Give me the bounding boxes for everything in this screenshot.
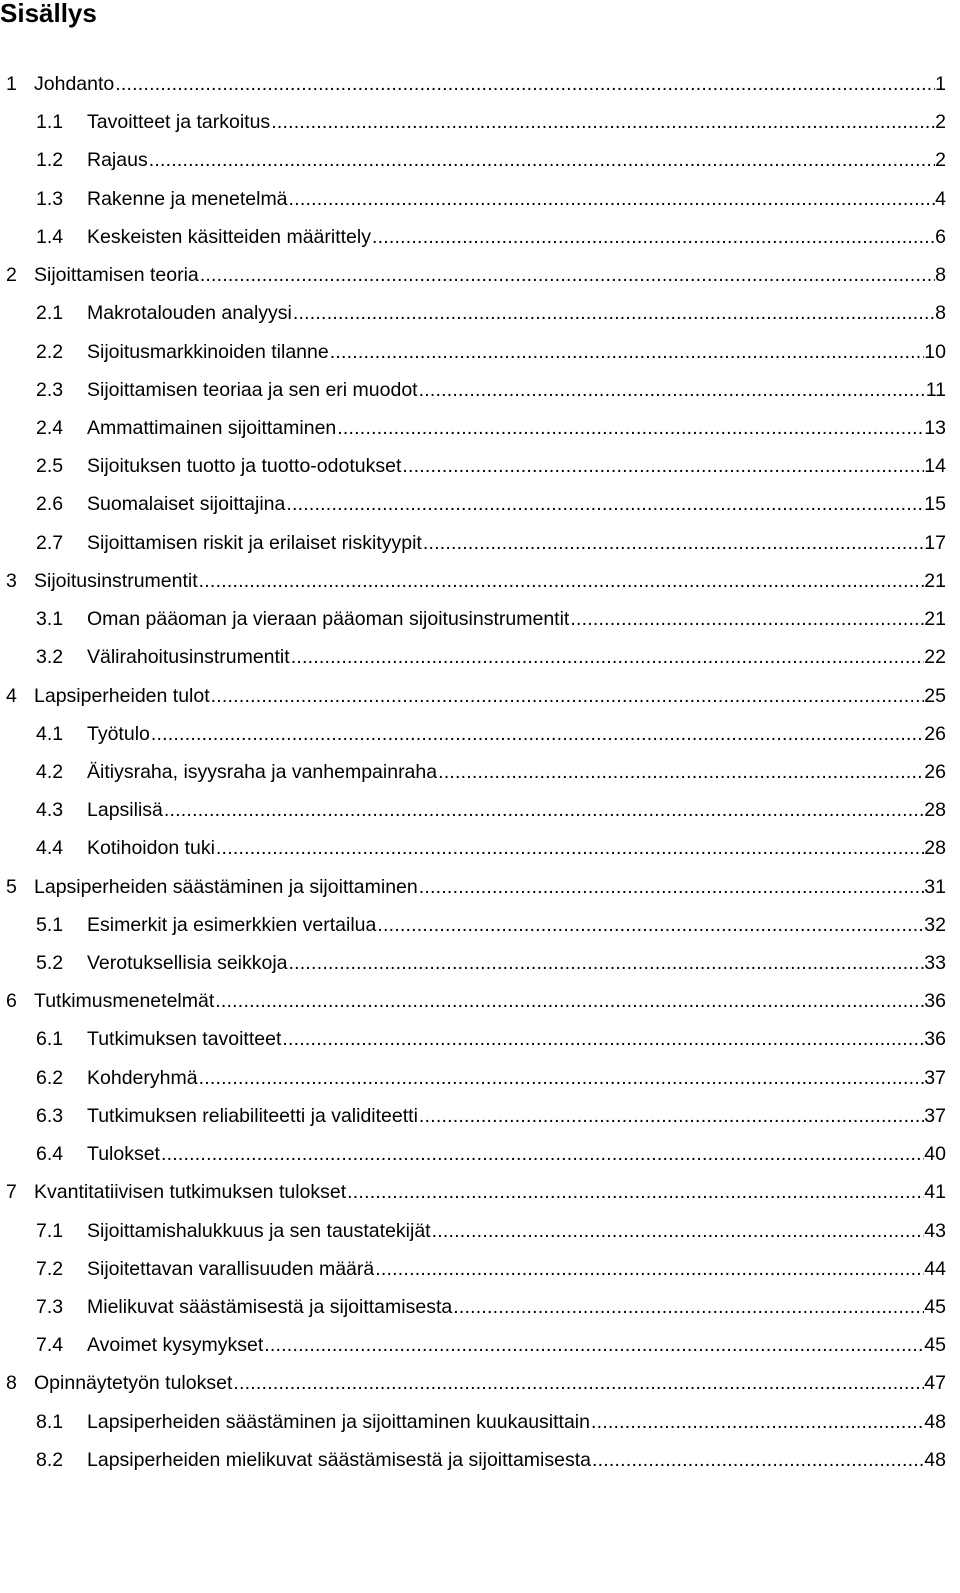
toc-entry-title: Tutkimuksen tavoitteet xyxy=(87,1028,282,1051)
toc-entry-title: Tavoitteet ja tarkoitus xyxy=(87,111,271,134)
toc-entry-line xyxy=(87,409,946,447)
toc-entry-number: 2.4 xyxy=(36,416,64,439)
dot-leader xyxy=(336,409,924,447)
toc-section-entry[interactable] xyxy=(0,180,946,218)
dot-leader xyxy=(288,180,936,218)
toc-entry-page-number: 21 xyxy=(924,608,946,631)
dot-leader xyxy=(150,715,924,753)
toc-entry-title: Makrotalouden analyysi xyxy=(87,302,292,325)
toc-entry-page-number: 1 xyxy=(935,73,946,95)
toc-entry-title: Keskeisten käsitteiden määrittely xyxy=(87,225,371,248)
toc-entry-page-number: 43 xyxy=(924,1219,946,1242)
dot-leader xyxy=(198,562,925,600)
toc-entry-number: 1 xyxy=(6,73,17,95)
toc-entry-number: 4.3 xyxy=(36,799,64,822)
toc-section-entry[interactable] xyxy=(0,1403,946,1441)
toc-entry-page-number: 45 xyxy=(924,1296,946,1318)
toc-entry-title: Lapsiperheiden säästäminen ja sijoittaminen kuukausittain xyxy=(87,1410,590,1433)
toc-entry-title: Äitiysraha, isyysraha ja vanhempainraha xyxy=(87,760,438,783)
toc-entry-title: Sijoituksen tuotto ja tuotto-odotukset xyxy=(87,455,402,478)
toc-section-entry[interactable] xyxy=(0,218,946,256)
toc-entry-page-number: 6 xyxy=(935,225,946,248)
toc-entry-number: 4.4 xyxy=(36,837,64,860)
toc-entry-number: 5.1 xyxy=(36,913,64,936)
toc-chapter-entry[interactable] xyxy=(0,562,946,600)
toc-entry-line xyxy=(87,1326,946,1364)
toc-entry-line xyxy=(87,141,946,179)
dot-leader xyxy=(591,1441,924,1479)
toc-entry-number: 5 xyxy=(6,875,17,898)
toc-entry-number: 6.1 xyxy=(36,1028,64,1051)
toc-entry-page-number: 32 xyxy=(924,913,946,936)
dot-leader xyxy=(418,1097,924,1135)
toc-entry-page-number: 41 xyxy=(924,1181,946,1204)
dot-leader xyxy=(288,944,925,982)
toc-entry-number: 8.2 xyxy=(36,1448,64,1471)
toc-entry-line xyxy=(87,294,946,332)
toc-section-entry[interactable] xyxy=(0,638,946,676)
toc-entry-page-number: 17 xyxy=(924,531,946,554)
toc-entry-number: 5.2 xyxy=(36,952,64,975)
dot-leader xyxy=(198,1059,925,1097)
dot-leader xyxy=(418,371,926,409)
toc-entry-page-number: 26 xyxy=(924,722,946,745)
toc-section-entry[interactable] xyxy=(0,1326,946,1364)
toc-entry-page-number: 8 xyxy=(935,264,946,287)
toc-section-entry[interactable] xyxy=(0,1212,946,1250)
toc-entry-page-number: 10 xyxy=(924,340,946,363)
toc-entry-title: Esimerkit ja esimerkkien vertailua xyxy=(87,913,377,936)
toc-entry-title: Sijoitettavan varallisuuden määrä xyxy=(87,1257,375,1280)
toc-entry-page-number: 8 xyxy=(935,302,946,325)
toc-entry-page-number: 33 xyxy=(924,952,946,975)
toc-entry-page-number: 28 xyxy=(924,837,946,860)
toc-entry-line xyxy=(87,524,946,562)
toc-entry-title: Opinnäytetyön tulokset xyxy=(34,1372,233,1395)
toc-entry-title: Johdanto xyxy=(34,73,115,95)
toc-entry-number: 2.3 xyxy=(36,378,64,401)
toc-section-entry[interactable] xyxy=(0,600,946,638)
toc-entry-line xyxy=(87,218,946,256)
dot-leader xyxy=(376,906,924,944)
toc-chapter-entry[interactable] xyxy=(0,256,946,294)
toc-entry-line xyxy=(34,65,946,103)
toc-section-entry[interactable] xyxy=(0,791,946,829)
toc-section-entry[interactable] xyxy=(0,1059,946,1097)
toc-entry-page-number: 2 xyxy=(935,111,946,134)
toc-entry-line xyxy=(87,906,946,944)
toc-entry-line xyxy=(34,256,946,294)
toc-entry-number: 2.6 xyxy=(36,493,64,516)
toc-section-entry[interactable] xyxy=(0,1135,946,1173)
dot-leader xyxy=(215,829,924,867)
toc-entry-line xyxy=(87,1403,946,1441)
toc-entry-number: 7.4 xyxy=(36,1334,64,1357)
toc-section-entry[interactable] xyxy=(0,333,946,371)
toc-entry-title: Rajaus xyxy=(87,149,148,172)
toc-entry-page-number: 11 xyxy=(925,378,946,401)
toc-entry-number: 2.5 xyxy=(36,455,64,478)
toc-entry-line xyxy=(87,944,946,982)
toc-entry-line xyxy=(87,180,946,218)
toc-entry-line xyxy=(87,485,946,523)
toc-entry-line xyxy=(87,753,946,791)
toc-section-entry[interactable] xyxy=(0,409,946,447)
toc-entry-line xyxy=(34,562,946,600)
dot-leader xyxy=(292,294,935,332)
toc-entry-line xyxy=(87,600,946,638)
toc-entry-page-number: 31 xyxy=(924,875,946,898)
toc-entry-line xyxy=(87,1212,946,1250)
toc-entry-page-number: 25 xyxy=(924,684,946,707)
toc-chapter-entry[interactable] xyxy=(0,868,946,906)
toc-section-entry[interactable] xyxy=(0,1288,946,1326)
toc-entry-page-number: 28 xyxy=(924,799,946,822)
toc-chapter-entry[interactable] xyxy=(0,982,946,1020)
toc-entry-page-number: 2 xyxy=(935,149,946,172)
toc-section-entry[interactable] xyxy=(0,294,946,332)
toc-entry-title: Rakenne ja menetelmä xyxy=(87,187,288,210)
dot-leader xyxy=(374,1250,924,1288)
toc-entry-page-number: 37 xyxy=(924,1104,946,1127)
toc-entry-line xyxy=(34,1364,946,1402)
toc-entry-number: 4.2 xyxy=(36,760,64,783)
toc-entry-number: 1.1 xyxy=(36,111,64,134)
toc-entry-title: Suomalaiset sijoittajina xyxy=(87,493,286,516)
toc-entry-line xyxy=(87,1250,946,1288)
toc-section-entry[interactable] xyxy=(0,944,946,982)
toc-entry-number: 7.2 xyxy=(36,1257,64,1280)
toc-entry-title: Sijoitusinstrumentit xyxy=(34,569,198,592)
dot-leader xyxy=(199,256,935,294)
toc-section-entry[interactable] xyxy=(0,447,946,485)
dot-leader xyxy=(422,524,924,562)
toc-entry-number: 1.3 xyxy=(36,187,64,210)
toc-entry-line xyxy=(87,1097,946,1135)
toc-entry-page-number: 45 xyxy=(924,1334,946,1357)
toc-section-entry[interactable] xyxy=(0,141,946,179)
toc-entry-number: 6.3 xyxy=(36,1104,64,1127)
toc-entry-page-number: 48 xyxy=(924,1410,946,1433)
toc-entry-page-number: 15 xyxy=(924,493,946,516)
toc-entry-page-number: 13 xyxy=(924,416,946,439)
toc-entry-page-number: 26 xyxy=(924,760,946,783)
dot-leader xyxy=(285,485,924,523)
toc-entry-line xyxy=(34,1173,946,1211)
toc-entry-title: Sijoittamisen riskit ja erilaiset riskityypit xyxy=(87,531,422,554)
toc-entry-number: 6 xyxy=(6,990,17,1013)
toc-entry-number: 6.2 xyxy=(36,1066,64,1089)
toc-entry-title: Tutkimuksen reliabiliteetti ja validiteetti xyxy=(87,1104,418,1127)
toc-entry-line xyxy=(87,715,946,753)
toc-chapter-entry[interactable] xyxy=(0,65,946,103)
toc-entry-line xyxy=(34,982,946,1020)
dot-leader xyxy=(290,638,925,676)
toc-entry-line xyxy=(87,638,946,676)
dot-leader xyxy=(281,1020,924,1058)
toc-entry-page-number: 48 xyxy=(924,1448,946,1471)
toc-entry-number: 6.4 xyxy=(36,1143,64,1166)
toc-section-entry[interactable] xyxy=(0,715,946,753)
dot-leader xyxy=(148,141,935,179)
dot-leader xyxy=(418,868,925,906)
dot-leader xyxy=(371,218,935,256)
toc-entry-page-number: 36 xyxy=(924,990,946,1013)
toc-entry-page-number: 21 xyxy=(924,569,946,592)
toc-chapter-entry[interactable] xyxy=(0,677,946,715)
toc-entry-page-number: 47 xyxy=(924,1372,946,1395)
toc-entry-line xyxy=(87,447,946,485)
dot-leader xyxy=(569,600,924,638)
toc-entry-title: Kotihoidon tuki xyxy=(87,837,215,860)
toc-entry-number: 2.7 xyxy=(36,531,64,554)
dot-leader xyxy=(232,1364,924,1402)
toc-entry-number: 1.4 xyxy=(36,225,64,248)
toc-entry-title: Sijoittamishalukkuus ja sen taustatekijät xyxy=(87,1219,431,1242)
toc-entry-page-number: 14 xyxy=(924,455,946,478)
toc-entry-number: 2.1 xyxy=(36,302,64,325)
toc-entry-title: Lapsilisä xyxy=(87,799,163,822)
toc-section-entry[interactable] xyxy=(0,1020,946,1058)
toc-entry-title: Ammattimainen sijoittaminen xyxy=(87,416,337,439)
dot-leader xyxy=(329,333,925,371)
dot-leader xyxy=(346,1173,924,1211)
toc-entry-line xyxy=(87,1288,946,1326)
toc-entry-line xyxy=(87,1441,946,1479)
toc-entry-line xyxy=(34,677,946,715)
dot-leader xyxy=(163,791,924,829)
dot-leader xyxy=(401,447,924,485)
toc-entry-line xyxy=(87,371,946,409)
toc-chapter-entry[interactable] xyxy=(0,1364,946,1402)
toc-entry-page-number: 36 xyxy=(924,1028,946,1051)
toc-entry-title: Avoimet kysymykset xyxy=(87,1334,264,1357)
toc-entry-number: 2 xyxy=(6,264,17,287)
toc-entry-number: 3 xyxy=(6,569,17,592)
toc-entry-number: 3.2 xyxy=(36,646,64,669)
toc-section-entry[interactable] xyxy=(0,829,946,867)
toc-entry-number: 7 xyxy=(6,1181,17,1204)
toc-entry-title: Mielikuvat säästämisestä ja sijoittamisesta xyxy=(87,1296,453,1318)
toc-entry-page-number: 37 xyxy=(924,1066,946,1089)
toc-entry-title: Verotuksellisia seikkoja xyxy=(87,952,288,975)
toc-entry-number: 7.3 xyxy=(36,1296,64,1318)
toc-entry-title: Sijoitusmarkkinoiden tilanne xyxy=(87,340,329,363)
dot-leader xyxy=(263,1326,924,1364)
toc-entry-title: Sijoittamisen teoria xyxy=(34,264,199,287)
toc-entry-number: 4.1 xyxy=(36,722,64,745)
dot-leader xyxy=(590,1403,924,1441)
toc-entry-line xyxy=(87,829,946,867)
table-of-contents xyxy=(0,65,946,1479)
toc-entry-title: Sijoittamisen teoriaa ja sen eri muodot xyxy=(87,378,418,401)
toc-entry-line xyxy=(87,1135,946,1173)
toc-section-entry[interactable] xyxy=(0,371,946,409)
toc-entry-number: 8.1 xyxy=(36,1410,64,1433)
toc-entry-title: Työtulo xyxy=(87,722,150,745)
toc-entry-title: Oman pääoman ja vieraan pääoman sijoitusinstrumentit xyxy=(87,608,570,631)
toc-entry-title: Tutkimusmenetelmät xyxy=(34,990,215,1013)
toc-entry-title: Lapsiperheiden säästäminen ja sijoittaminen xyxy=(34,875,418,898)
page-title: Sisällys xyxy=(0,0,97,28)
toc-entry-number: 1.2 xyxy=(36,149,64,172)
toc-entry-number: 7.1 xyxy=(36,1219,64,1242)
toc-entry-title: Kohderyhmä xyxy=(87,1066,198,1089)
dot-leader xyxy=(452,1288,924,1326)
dot-leader xyxy=(114,65,935,103)
toc-entry-number: 4 xyxy=(6,684,17,707)
toc-entry-line xyxy=(87,1020,946,1058)
toc-entry-line xyxy=(87,791,946,829)
toc-entry-title: Tulokset xyxy=(87,1143,160,1166)
toc-section-entry[interactable] xyxy=(0,524,946,562)
dot-leader xyxy=(431,1212,925,1250)
toc-entry-page-number: 40 xyxy=(924,1143,946,1166)
dot-leader xyxy=(214,982,924,1020)
toc-entry-line xyxy=(87,1059,946,1097)
toc-section-entry[interactable] xyxy=(0,1441,946,1479)
toc-entry-number: 3.1 xyxy=(36,608,64,631)
toc-entry-title: Lapsiperheiden tulot xyxy=(34,684,210,707)
toc-entry-line xyxy=(87,103,946,141)
toc-section-entry[interactable] xyxy=(0,1250,946,1288)
toc-entry-page-number: 4 xyxy=(935,187,946,210)
dot-leader xyxy=(160,1135,924,1173)
toc-chapter-entry[interactable] xyxy=(0,1173,946,1211)
toc-section-entry[interactable] xyxy=(0,103,946,141)
toc-section-entry[interactable] xyxy=(0,485,946,523)
toc-entry-number: 8 xyxy=(6,1372,17,1395)
toc-entry-page-number: 22 xyxy=(924,646,946,669)
dot-leader xyxy=(270,103,935,141)
toc-entry-title: Lapsiperheiden mielikuvat säästämisestä ja sijoittamisesta xyxy=(87,1448,591,1471)
dot-leader xyxy=(210,677,925,715)
toc-entry-number: 2.2 xyxy=(36,340,64,363)
dot-leader xyxy=(437,753,924,791)
toc-section-entry[interactable] xyxy=(0,906,946,944)
toc-entry-title: Kvantitatiivisen tutkimuksen tulokset xyxy=(34,1181,347,1204)
toc-entry-line xyxy=(87,333,946,371)
toc-section-entry[interactable] xyxy=(0,1097,946,1135)
toc-entry-title: Välirahoitusinstrumentit xyxy=(87,646,290,669)
toc-section-entry[interactable] xyxy=(0,753,946,791)
toc-entry-line xyxy=(34,868,946,906)
toc-entry-page-number: 44 xyxy=(924,1257,946,1280)
